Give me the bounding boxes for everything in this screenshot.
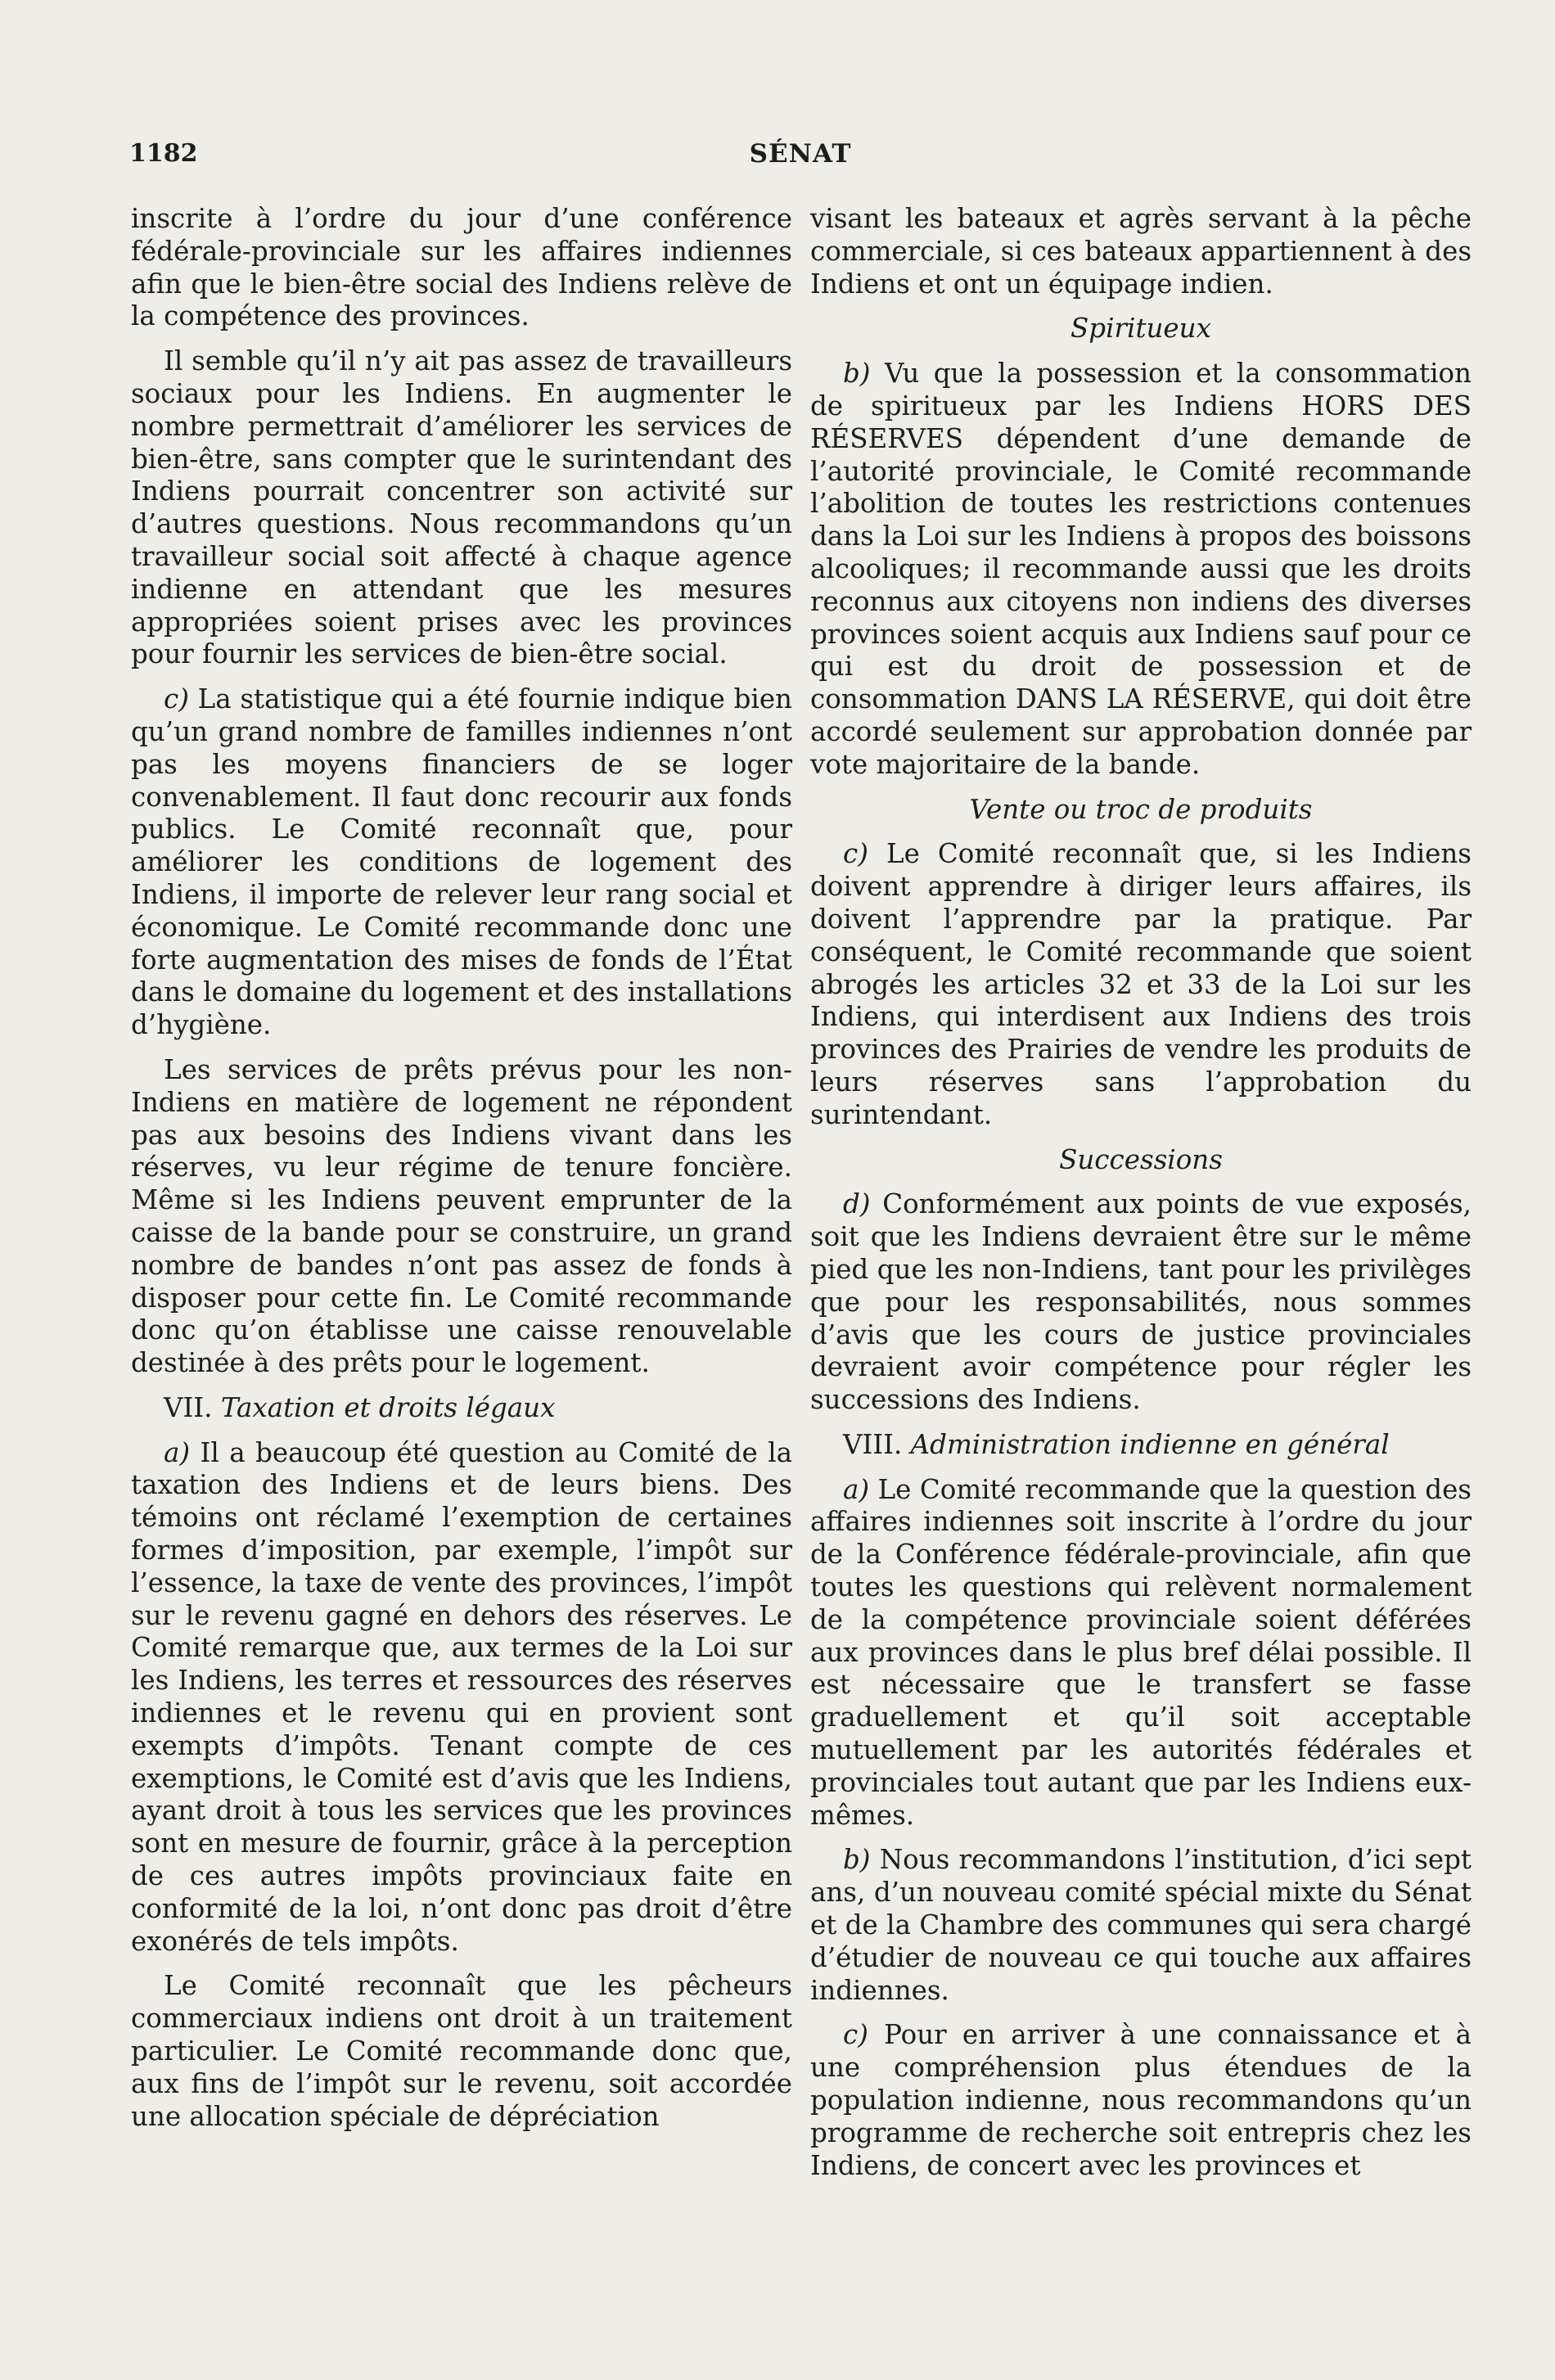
paragraph: Les services de prêts prévus pour les non-Indiens en matière de logement ne répondent pas aux besoins des Indiens vivant dans les réserves, vu leur régime de tenure foncière. Même si les Indiens peuvent emprunter de la caisse de la bande pour se construire, un grand nombre de bandes n’ont pas assez de fonds à disposer pour cette fin. Le Comité recommande donc qu’on établisse une caisse renouvelable destinée à des prêts pour le logement. xyxy=(131,1053,792,1379)
paragraph-text: Vu que la possession et la consommation de spiritueux par les Indiens HORS DES RÉSERVES dépendent d’une demande de l’autorité provinciale, le Comité recommande l’abolition de toutes les restrictions contenues dans la Loi sur les Indiens à propos des boissons alcooliques; il recommande aussi que les droits reconnus aux citoyens non indiens des diverses provinces soient acquis aux Indiens sauf pour ce qui est du droit de possession et de consommation DANS LA RÉSERVE, qui doit être accordé seulement sur approbation donnée par vote majoritaire de la bande. xyxy=(810,358,1472,780)
page-header xyxy=(129,139,1472,180)
paragraph: Le Comité reconnaît que les pêcheurs commerciaux indiens ont droit à un traitement particulier. Le Comité recommande donc que, aux fins de l’impôt sur le revenu, soit accordée une allocation spéciale de dépréciation xyxy=(131,1970,792,2132)
paragraph: Il semble qu’il n’y ait pas assez de travailleurs sociaux pour les Indiens. En augmenter le nombre permettrait d’améliorer les services de bien-être, sans compter que le surintendant des Indiens pourrait concentrer son activité sur d’autres questions. Nous recommandons qu’un travailleur social soit affecté à chaque agence indienne en attendant que les mesures appropriées soient prises avec les provinces pour fournir les services de bien-être social. xyxy=(131,345,792,670)
item-label: b) xyxy=(843,1844,871,1876)
item-label: b) xyxy=(843,358,871,390)
section-title: Taxation et droits légaux xyxy=(220,1391,556,1423)
paragraph xyxy=(810,1188,1472,1417)
paragraph-text: La statistique qui a été fournie indique bien qu’un grand nombre de familles indiennes n’ont pas les moyens financiers de se loger convenablement. Il faut donc recourir aux fonds publics. Le Comité reconnaît que, pour améliorer les conditions de logement des Indiens, il importe de relever leur rang social et économique. Le Comité recommande donc une forte augmentation des mises de fonds de l’État dans le domaine du logement et des installations d’hygiène. xyxy=(131,683,792,1041)
section-number: VII. xyxy=(164,1391,213,1423)
paragraph xyxy=(810,838,1472,1131)
paragraph xyxy=(810,1844,1472,2007)
paragraph xyxy=(810,2019,1472,2182)
page-number: 1182 xyxy=(129,139,198,168)
item-label: c) xyxy=(843,2019,868,2051)
paragraph-text: Le Comité recommande que la question des affaires indiennes soit inscrite à l’ordre du jour de la Conférence fédérale-provinciale, afin que toutes les questions qui relèvent normalement de la compétence provinciale soient déférées aux provinces dans le plus bref délai possible. Il est nécessaire que le transfert se fasse graduellement et qu’il soit acceptable mutuellement par les autorités fédérales et provinciales tout autant que par les Indiens eux-mêmes. xyxy=(810,1473,1472,1831)
paragraph-text: Conformément aux points de vue exposés, soit que les Indiens devraient être sur le même pied que les non-Indiens, tant pour les privilèges que pour les responsabilités, nous sommes d’avis que les cours de justice provinciales devraient avoir compétence pour régler les successions des Indiens. xyxy=(810,1188,1472,1416)
item-label: c) xyxy=(164,683,189,715)
left-column xyxy=(131,203,792,2145)
right-column xyxy=(810,203,1472,2194)
item-label: a) xyxy=(164,1436,191,1468)
paragraph-text: Le Comité reconnaît que, si les Indiens doivent apprendre à diriger leurs affaires, ils doivent l’apprendre par la pratique. Par conséquent, le Comité recommande que soient abrogés les articles 32 et 33 de la Loi sur les Indiens, qui interdisent aux Indiens des trois provinces des Prairies de vendre les produits de leurs réserves sans l’approbation du surintendant. xyxy=(810,838,1472,1130)
paragraph: visant les bateaux et agrès servant à la pêche commerciale, si ces bateaux appartiennent à des Indiens et ont un équipage indien. xyxy=(810,203,1472,300)
section-heading xyxy=(131,1392,792,1425)
paragraph: inscrite à l’ordre du jour d’une conférence fédérale-provinciale sur les affaires indiennes afin que le bien-être social des Indiens relève de la compétence des provinces. xyxy=(131,203,792,332)
section-title: Administration indienne en général xyxy=(910,1428,1390,1460)
paragraph-text: Pour en arriver à une connaissance et à une compréhension plus étendues de la population indienne, nous recommandons qu’un programme de recherche soit entrepris chez les Indiens, de concert avec les provinces et xyxy=(810,2019,1472,2181)
item-label: c) xyxy=(843,838,868,870)
section-heading xyxy=(810,1429,1472,1462)
running-head: SÉNAT xyxy=(749,139,852,169)
paragraph xyxy=(810,1474,1472,1832)
paragraph xyxy=(810,358,1472,781)
subheading: Successions xyxy=(1059,1143,1223,1175)
item-label: a) xyxy=(843,1473,870,1505)
subheading: Spiritueux xyxy=(1070,313,1211,345)
paragraph xyxy=(131,683,792,1042)
section-number: VIII. xyxy=(843,1428,903,1460)
paragraph xyxy=(131,1437,792,1959)
paragraph-text: Nous recommandons l’institution, d’ici sept ans, d’un nouveau comité spécial mixte du Sénat et de la Chambre des communes qui sera chargé d’étudier de nouveau ce qui touche aux affaires indiennes. xyxy=(810,1844,1472,2006)
item-label: d) xyxy=(843,1188,871,1220)
subheading: Vente ou troc de produits xyxy=(969,793,1313,825)
paragraph-text: Il a beaucoup été question au Comité de la taxation des Indiens et de leurs biens. Des témoins ont réclamé l’exemption de certaines formes d’imposition, par exemple, l’impôt sur l’essence, la taxe de vente des provinces, l’impôt sur le revenu gagné en dehors des réserves. Le Comité remarque que, aux termes de la Loi sur les Indiens, les terres et ressources des réserves indiennes et le revenu qui en provient sont exempts d’impôts. Tenant compte de ces exemptions, le Comité est d’avis que les Indiens, ayant droit à tous les services que les provinces sont en mesure de fournir, grâce à la perception de ces autres impôts provinciaux faite en conformité de la loi, n’ont donc pas droit d’être exonérés de tels impôts. xyxy=(131,1436,792,1957)
